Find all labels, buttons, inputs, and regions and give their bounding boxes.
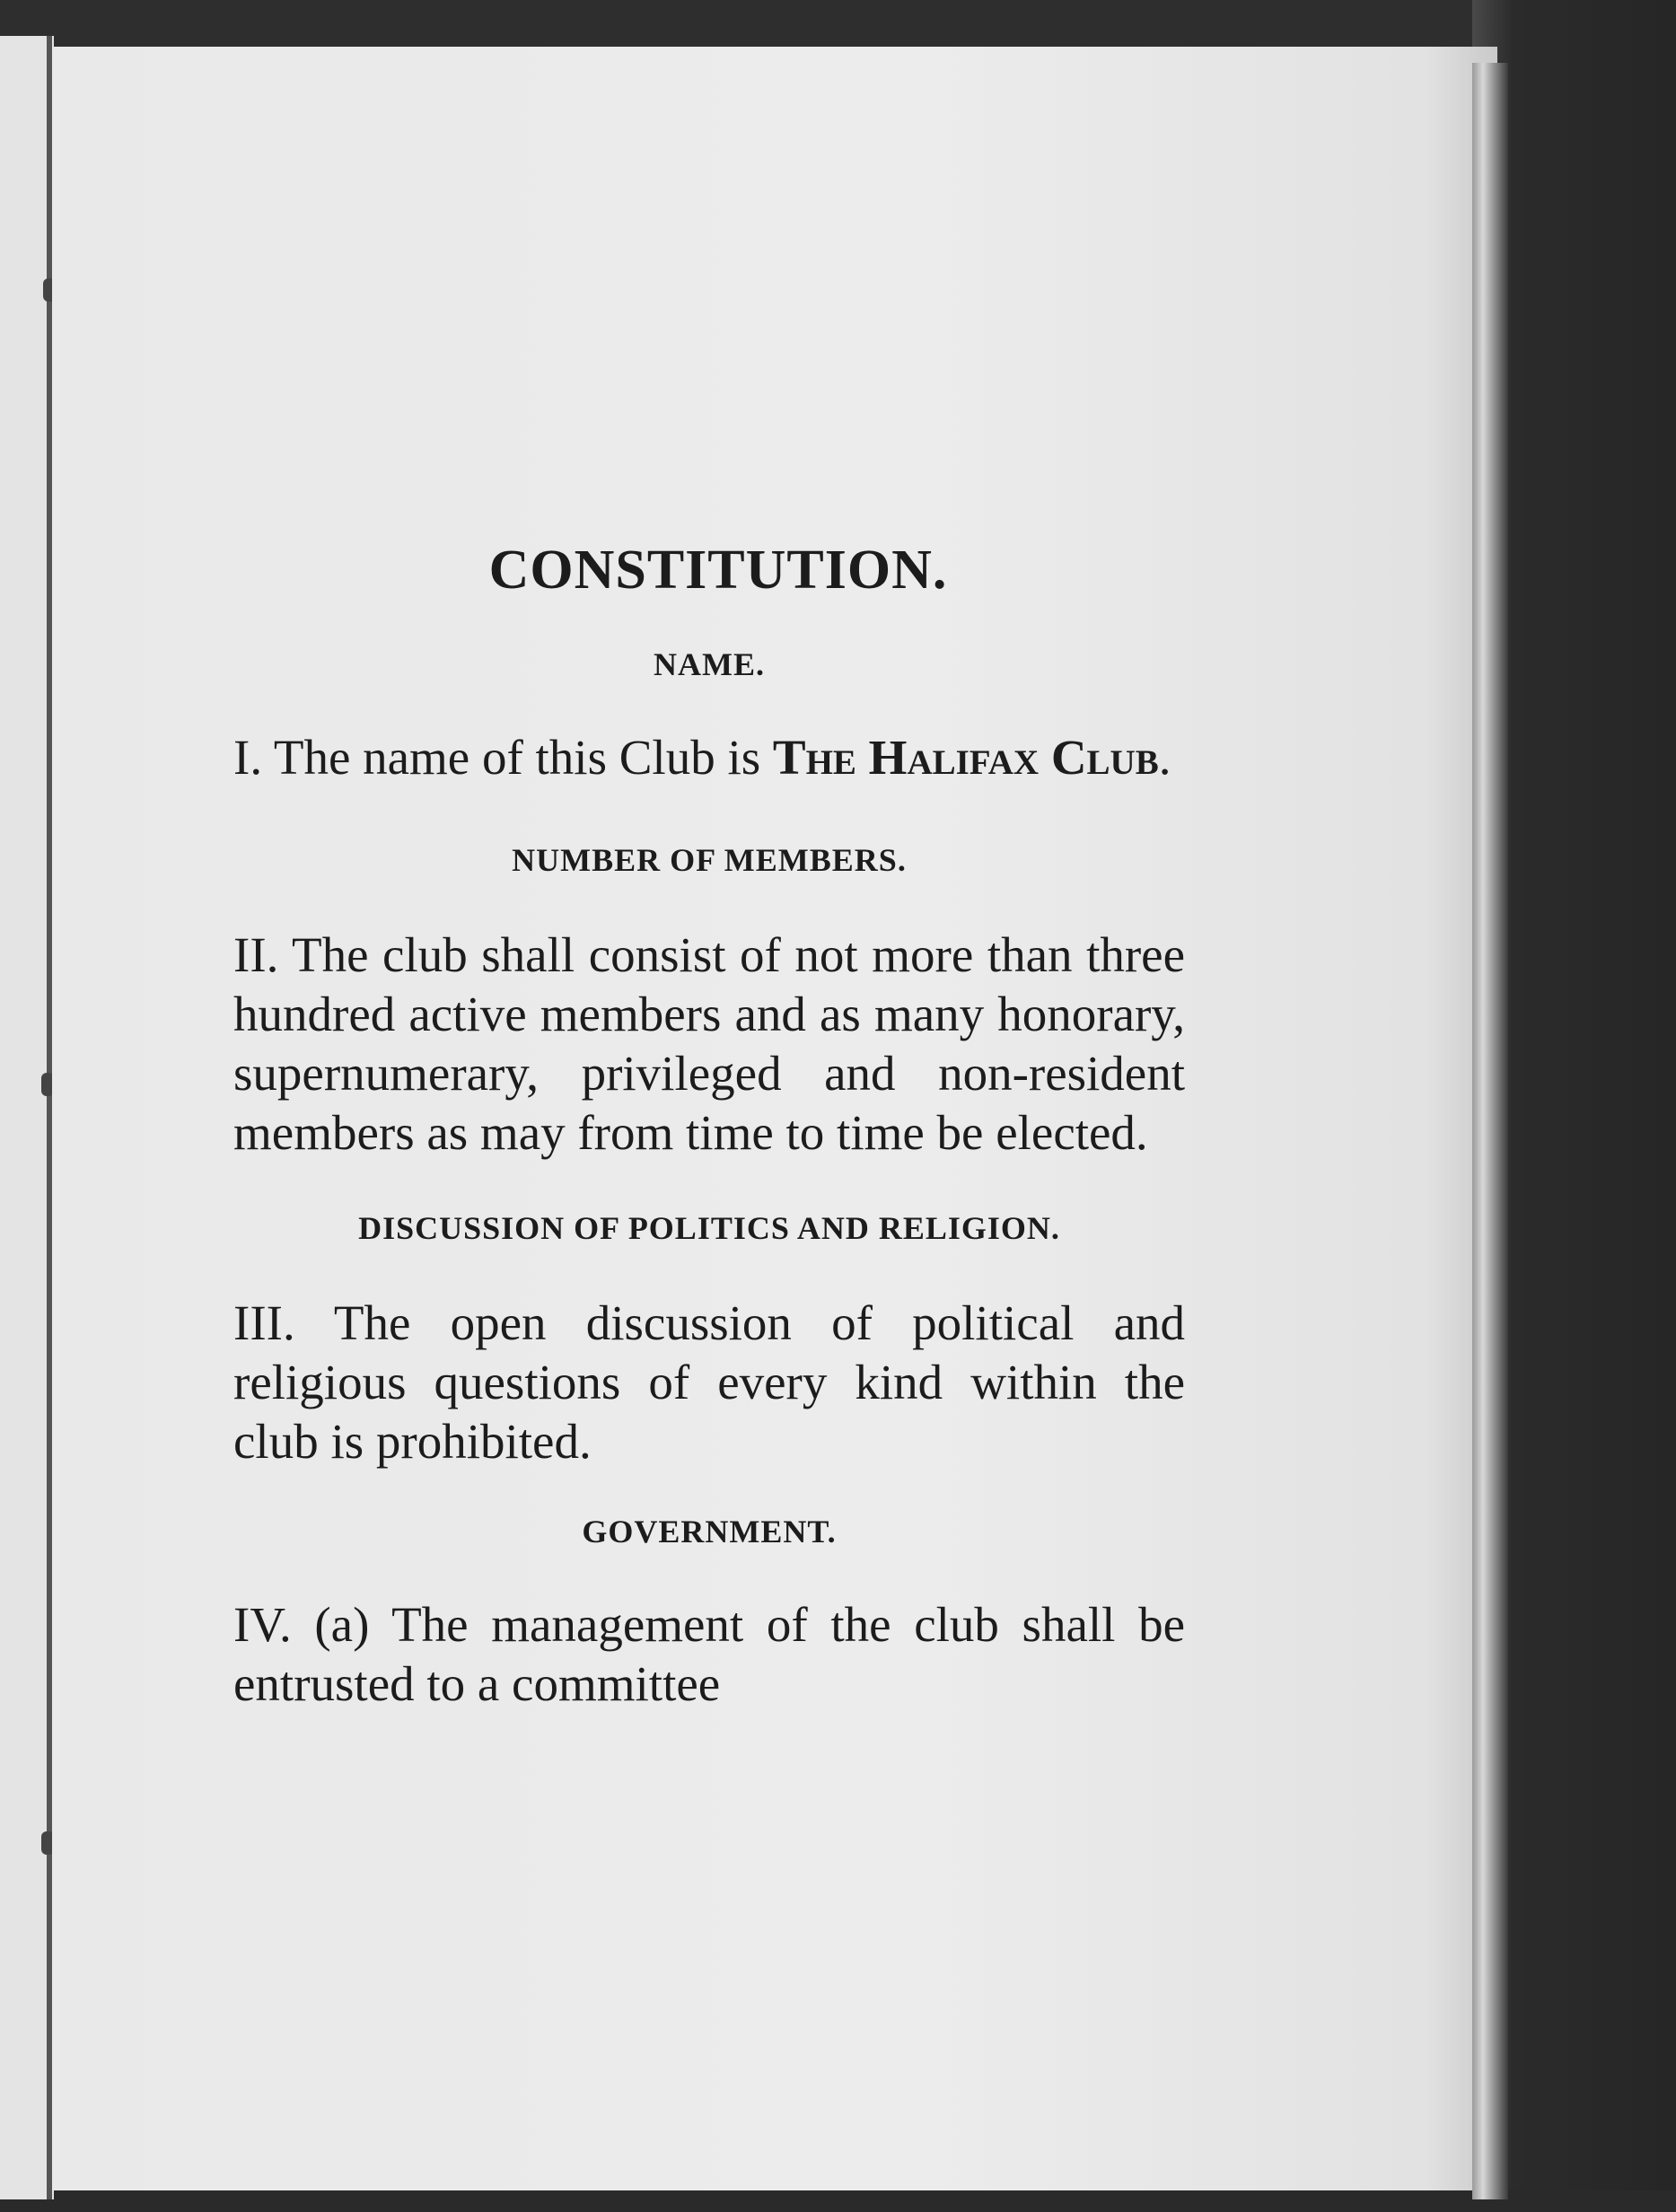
club-name: The Halifax Club [772,730,1159,785]
article-3 [233,1294,1185,1471]
article-text: The open discussion of political and religious questions of every kind within the club is prohibited. [233,1295,1185,1469]
previous-page-edge [0,36,54,2199]
section-heading-name: NAME. [654,646,765,682]
section-heading-politics-religion: DISCUSSION OF POLITICS AND RELIGION. [358,1210,1060,1246]
article-number: II. [233,927,279,982]
article-number: IV. [233,1597,292,1652]
article-text: The club shall consist of not more than three hundred active members and as many honorary, supernumerary, privileged and non-resident members as may from time to time be elected. [233,927,1186,1160]
page-edge-shadow [1472,63,1508,2199]
section-heading-government: GOVERNMENT. [582,1514,837,1549]
article-text: (a) The management of the club shall be entrusted to a committee [233,1597,1185,1711]
scan-background-bottom [0,2190,1676,2212]
article-4 [233,1595,1185,1714]
article-number: I. [233,730,263,785]
article-text-end: . [1158,730,1171,785]
scan-background-top [0,0,1676,54]
page-title: CONSTITUTION. [488,540,948,601]
article-1 [233,728,1185,787]
page-content [233,539,1185,1714]
section-heading-members: NUMBER OF MEMBERS. [512,842,907,878]
article-2 [233,926,1185,1163]
article-text: The name of this Club is [273,730,761,785]
article-number: III. [233,1295,295,1350]
